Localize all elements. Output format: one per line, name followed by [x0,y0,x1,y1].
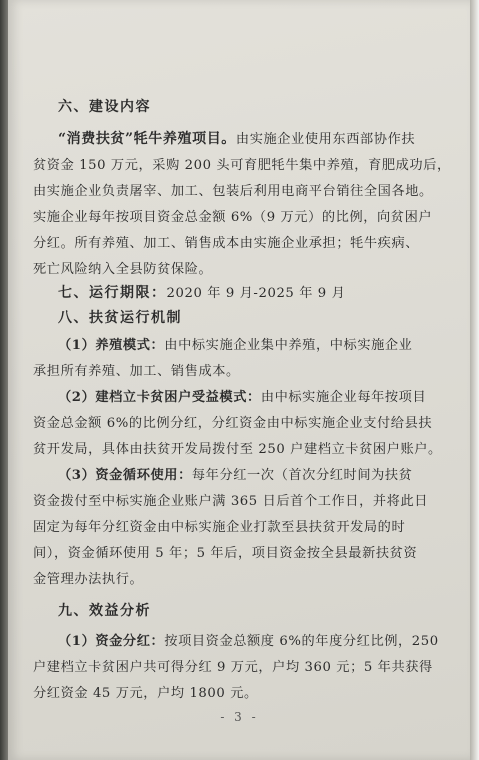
page-number: - 3 - [220,710,259,724]
section-7 [58,282,345,302]
section-6-line-6: 死亡风险纳入全县防贫保险。 [33,262,213,277]
benefit-1-line-3: 分红资金 45 万元，户均 1800 元。 [33,686,258,701]
mechanism-1-line-2: 承担所有养殖、加工、销售成本。 [33,364,240,379]
mechanism-3-line-5: 金管理办法执行。 [33,572,144,587]
section-6-line-5: 分红。所有养殖、加工、销售成本由实施企业承担；牦牛疾病、 [33,236,420,251]
section-6-line-1: “消费扶贫”牦牛养殖项目。由实施企业使用东西部协作扶 [58,131,416,147]
benefit-1-line-1: （1）资金分红：按项目资金总额度 6%的年度分红比例，250 [58,634,439,649]
project-name: “消费扶贫”牦牛养殖项目。 [58,131,236,147]
section-6-line-4: 实施企业每年按项目资金总金额 6%（9 万元）的比例，向贫困户 [33,210,433,225]
section-6-title: 六、建设内容 [58,99,151,115]
benefit-1-line-2: 户建档立卡贫困户共可得分红 9 万元，户均 360 元；5 年共获得 [33,660,433,675]
page-edge [470,0,479,760]
mechanism-2-line-1: （2）建档立卡贫困户受益模式：由中标实施企业每年按项目 [58,390,427,405]
section-6-line-2: 贫资金 150 万元，采购 200 头可育肥牦牛集中养殖，育肥成功后， [33,158,451,173]
mechanism-3-line-1: （3）资金循环使用：每年分红一次（首次分红时间为扶贫 [58,468,413,483]
section-6-line-3: 由实施企业负责屠宰、加工、包装后利用电商平台销往全国各地。 [33,184,433,199]
section-9-title: 九、效益分析 [58,603,151,619]
mechanism-3-line-2: 资金拨付至中标实施企业账户满 365 日后首个工作日，并将此日 [33,494,429,509]
mechanism-3-line-3: 固定为每年分红资金由中标实施企业打款至县扶贫开发局的时 [33,520,406,535]
section-8-title: 八、扶贫运行机制 [58,310,182,326]
section-7-title: 七、运行期限： [58,285,167,301]
mechanism-3-line-4: 间），资金循环使用 5 年；5 年后，项目资金按全县最新扶贫资 [33,546,418,561]
mechanism-1-line-1: （1）养殖模式：由中标实施企业集中养殖，中标实施企业 [58,338,413,353]
mechanism-2-line-3: 贫开发局，具体由扶贫开发局拨付至 250 户建档立卡贫困户账户。 [33,442,442,457]
mechanism-2-line-2: 资金总金额 6%的比例分红，分红资金由中标实施企业支付给县扶 [33,416,433,431]
operation-period: 2020 年 9 月-2025 年 9 月 [166,286,346,301]
